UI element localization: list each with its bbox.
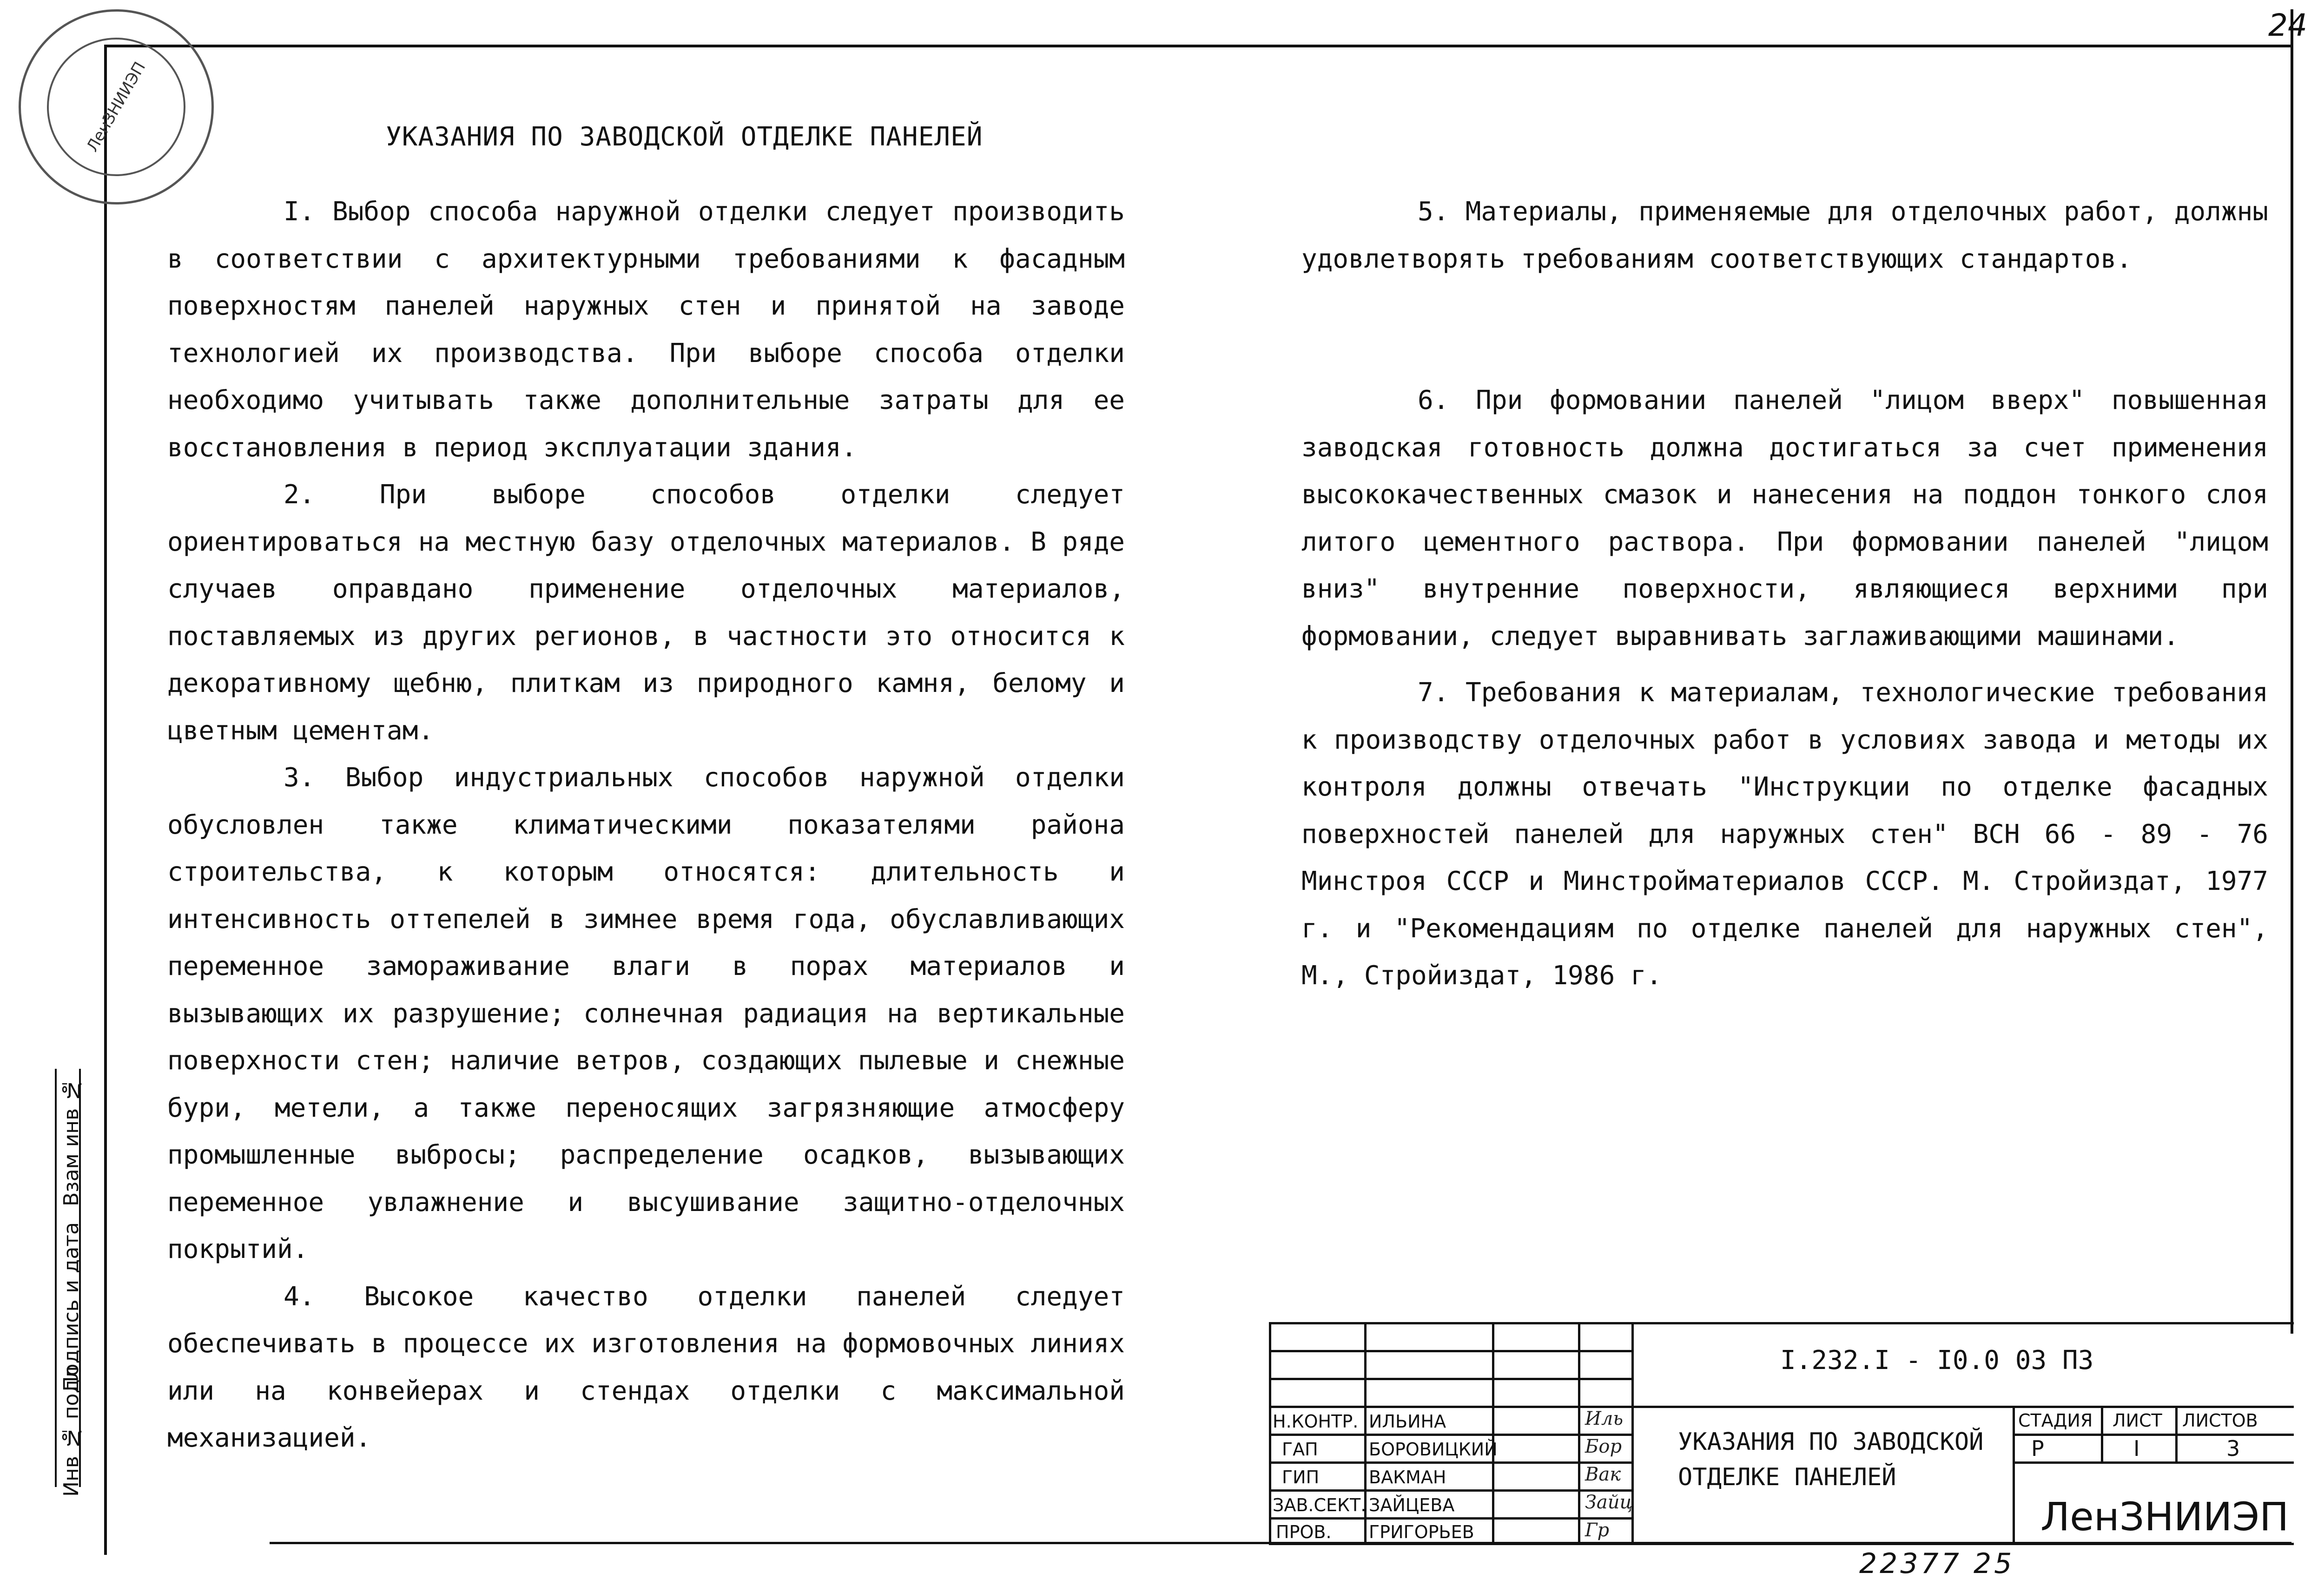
side-strip [33,1069,102,1497]
frame-top-line [107,45,2291,47]
paragraph-2: 2. При выборе способов отделки следует ориентироваться на местную базу отделочных материалов. В ряде случаев оправдано применение отделочных материалов, поставляемых из других регионов, в частности это относится к декоративному щебню, плиткам из природного камня, белому и цветным цементам. [167,480,1125,746]
side-label-replace-inv: Взам инв № [59,1078,83,1207]
paragraph-6: 6. При формовании панелей "лицом вверх" повышенная заводская готовность должна достигаться за счет применения высококачественных смазок и нанесения на поддон тонкого слоя литого цементного раствора. При формовании панелей "лицом вниз" внутренние поверхности, являющиеся верхними при формовании, следует выравнивать заглаживающими машинами. [1301,385,2268,652]
role-label: ЗАВ.СЕКТ. [1273,1495,1367,1515]
signature: Зайц [1585,1492,1633,1513]
sheets-value: 3 [2226,1436,2240,1461]
signature: Вак [1585,1464,1621,1485]
left-column [167,188,1125,1462]
person-name: ВАКМАН [1369,1467,1446,1487]
sheets-header: ЛИСТОВ [2182,1410,2258,1431]
signature: Бор [1585,1436,1622,1457]
person-name: ЗАЙЦЕВА [1369,1495,1455,1515]
person-name: ГРИГОРЬЕВ [1369,1522,1474,1542]
archive-number: 22377 25 [1859,1547,2015,1580]
person-name: БОРОВИЦКИЙ [1369,1439,1498,1460]
signature: Гр [1585,1520,1610,1541]
organization-name: ЛенЗНИИЭП [2040,1494,2289,1540]
paragraph-5: 5. Материалы, применяемые для отделочных работ, должны удовлетворять требованиям соответствующих стандартов. [1301,197,2268,274]
role-label: ГИП [1282,1467,1320,1487]
page-title: УКАЗАНИЯ ПО ЗАВОДСКОЙ ОТДЕЛКЕ ПАНЕЛЕЙ [386,122,983,152]
signature: Иль [1585,1408,1624,1429]
paragraph-4: 4. Высокое качество отделки панелей следует обеспечивать в процессе их изготовления на формовочных линиях или на конвейерах и стендах отделки с максимальной механизацией. [167,1281,1125,1453]
page-number: 24 [2268,7,2307,43]
side-label-inv-original: Инв № подл [59,1366,83,1497]
sheet-title: УКАЗАНИЯ ПО ЗАВОДСКОЙ ОТДЕЛКЕ ПАНЕЛЕЙ [1678,1428,1984,1491]
right-column [1301,188,2268,1000]
document-code: I.232.I - I0.0 03 ПЗ [1780,1345,2094,1375]
sheet-value: I [2133,1436,2140,1461]
stamp-text: ЛенЗНИИЭП [21,12,211,201]
role-label: ГАП [1282,1439,1318,1460]
title-block [1269,1322,2294,1545]
stage-value: Р [2031,1436,2044,1461]
sheet-header: ЛИСТ [2113,1410,2162,1431]
role-label: ПРОВ. [1276,1522,1332,1542]
paragraph-1: I. Выбор способа наружной отделки следует производить в соответствии с архитектурными требованиями к фасадным поверхностям панелей наружных стен и принятой на заводе технологией их производства. При выборе способа отделки необходимо учитывать также дополнительные затраты для ее восстановления в период эксплуатации здания. [167,197,1125,463]
frame-left-line [104,45,107,1555]
paragraph-3: 3. Выбор индустриальных способов наружной отделки обусловлен также климатическими показателями района строительства, к которым относятся: длительность и интенсивность оттепелей в зимнее время года, обуславливающих переменное замораживание влаги в порах материалов и вызывающих их разрушение; солнечная радиация на вертикальные поверхности стен; наличие ветров, создающих пылевые и снежные бури, метели, а также переносящих загрязняющие атмосферу промышленные выбросы; распределение осадков, вызывающих переменное увлажнение и высушивание защитно-отделочных покрытий. [167,763,1125,1264]
stage-header: СТАДИЯ [2018,1410,2093,1431]
role-label: Н.КОНТР. [1273,1411,1359,1432]
side-label-signature-date: Подпись и дата [59,1222,83,1392]
frame-right-line [2291,9,2293,1334]
approval-stamp [19,9,214,204]
person-name: ИЛЬИНА [1369,1411,1446,1432]
paragraph-7: 7. Требования к материалам, технологические требования к производству отделочных работ в условиях завода и методы их контроля должны отвечать "Инструкции по отделке фасадных поверхностей панелей для наружных стен" ВСН 66 - 89 - 76 Минстроя СССР и Минстройматериалов СССР. М. Стройиздат, 1977 г. и "Рекомендациям по отделке панелей для наружных стен", М., Стройиздат, 1986 г. [1301,678,2268,991]
